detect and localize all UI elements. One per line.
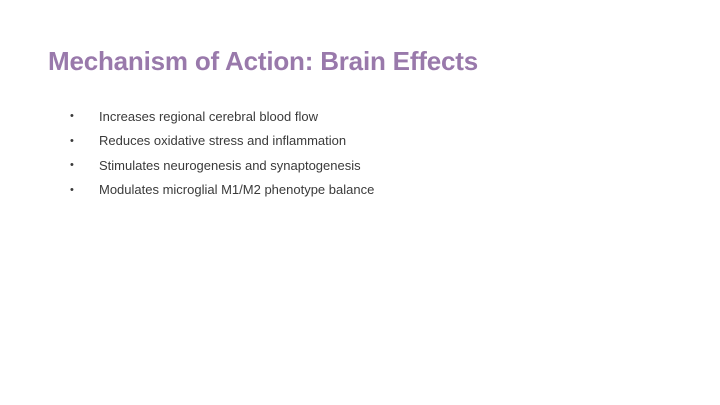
bullet-text: Reduces oxidative stress and inflammation [99,133,347,149]
bullet-icon: • [70,110,74,123]
bullet-icon: • [70,183,74,196]
bullet-item [70,104,374,129]
bullet-item [70,153,374,178]
bullet-icon: • [70,159,74,172]
bullet-item [70,129,374,154]
slide-title: Mechanism of Action: Brain Effects [48,46,478,76]
bullet-text: Modulates microglial M1/M2 phenotype balance [99,182,375,198]
bullet-list [70,104,374,202]
bullet-text: Increases regional cerebral blood flow [99,108,318,124]
bullet-item [70,178,374,203]
bullet-text: Stimulates neurogenesis and synaptogenesis [99,157,361,173]
bullet-icon: • [70,134,74,147]
